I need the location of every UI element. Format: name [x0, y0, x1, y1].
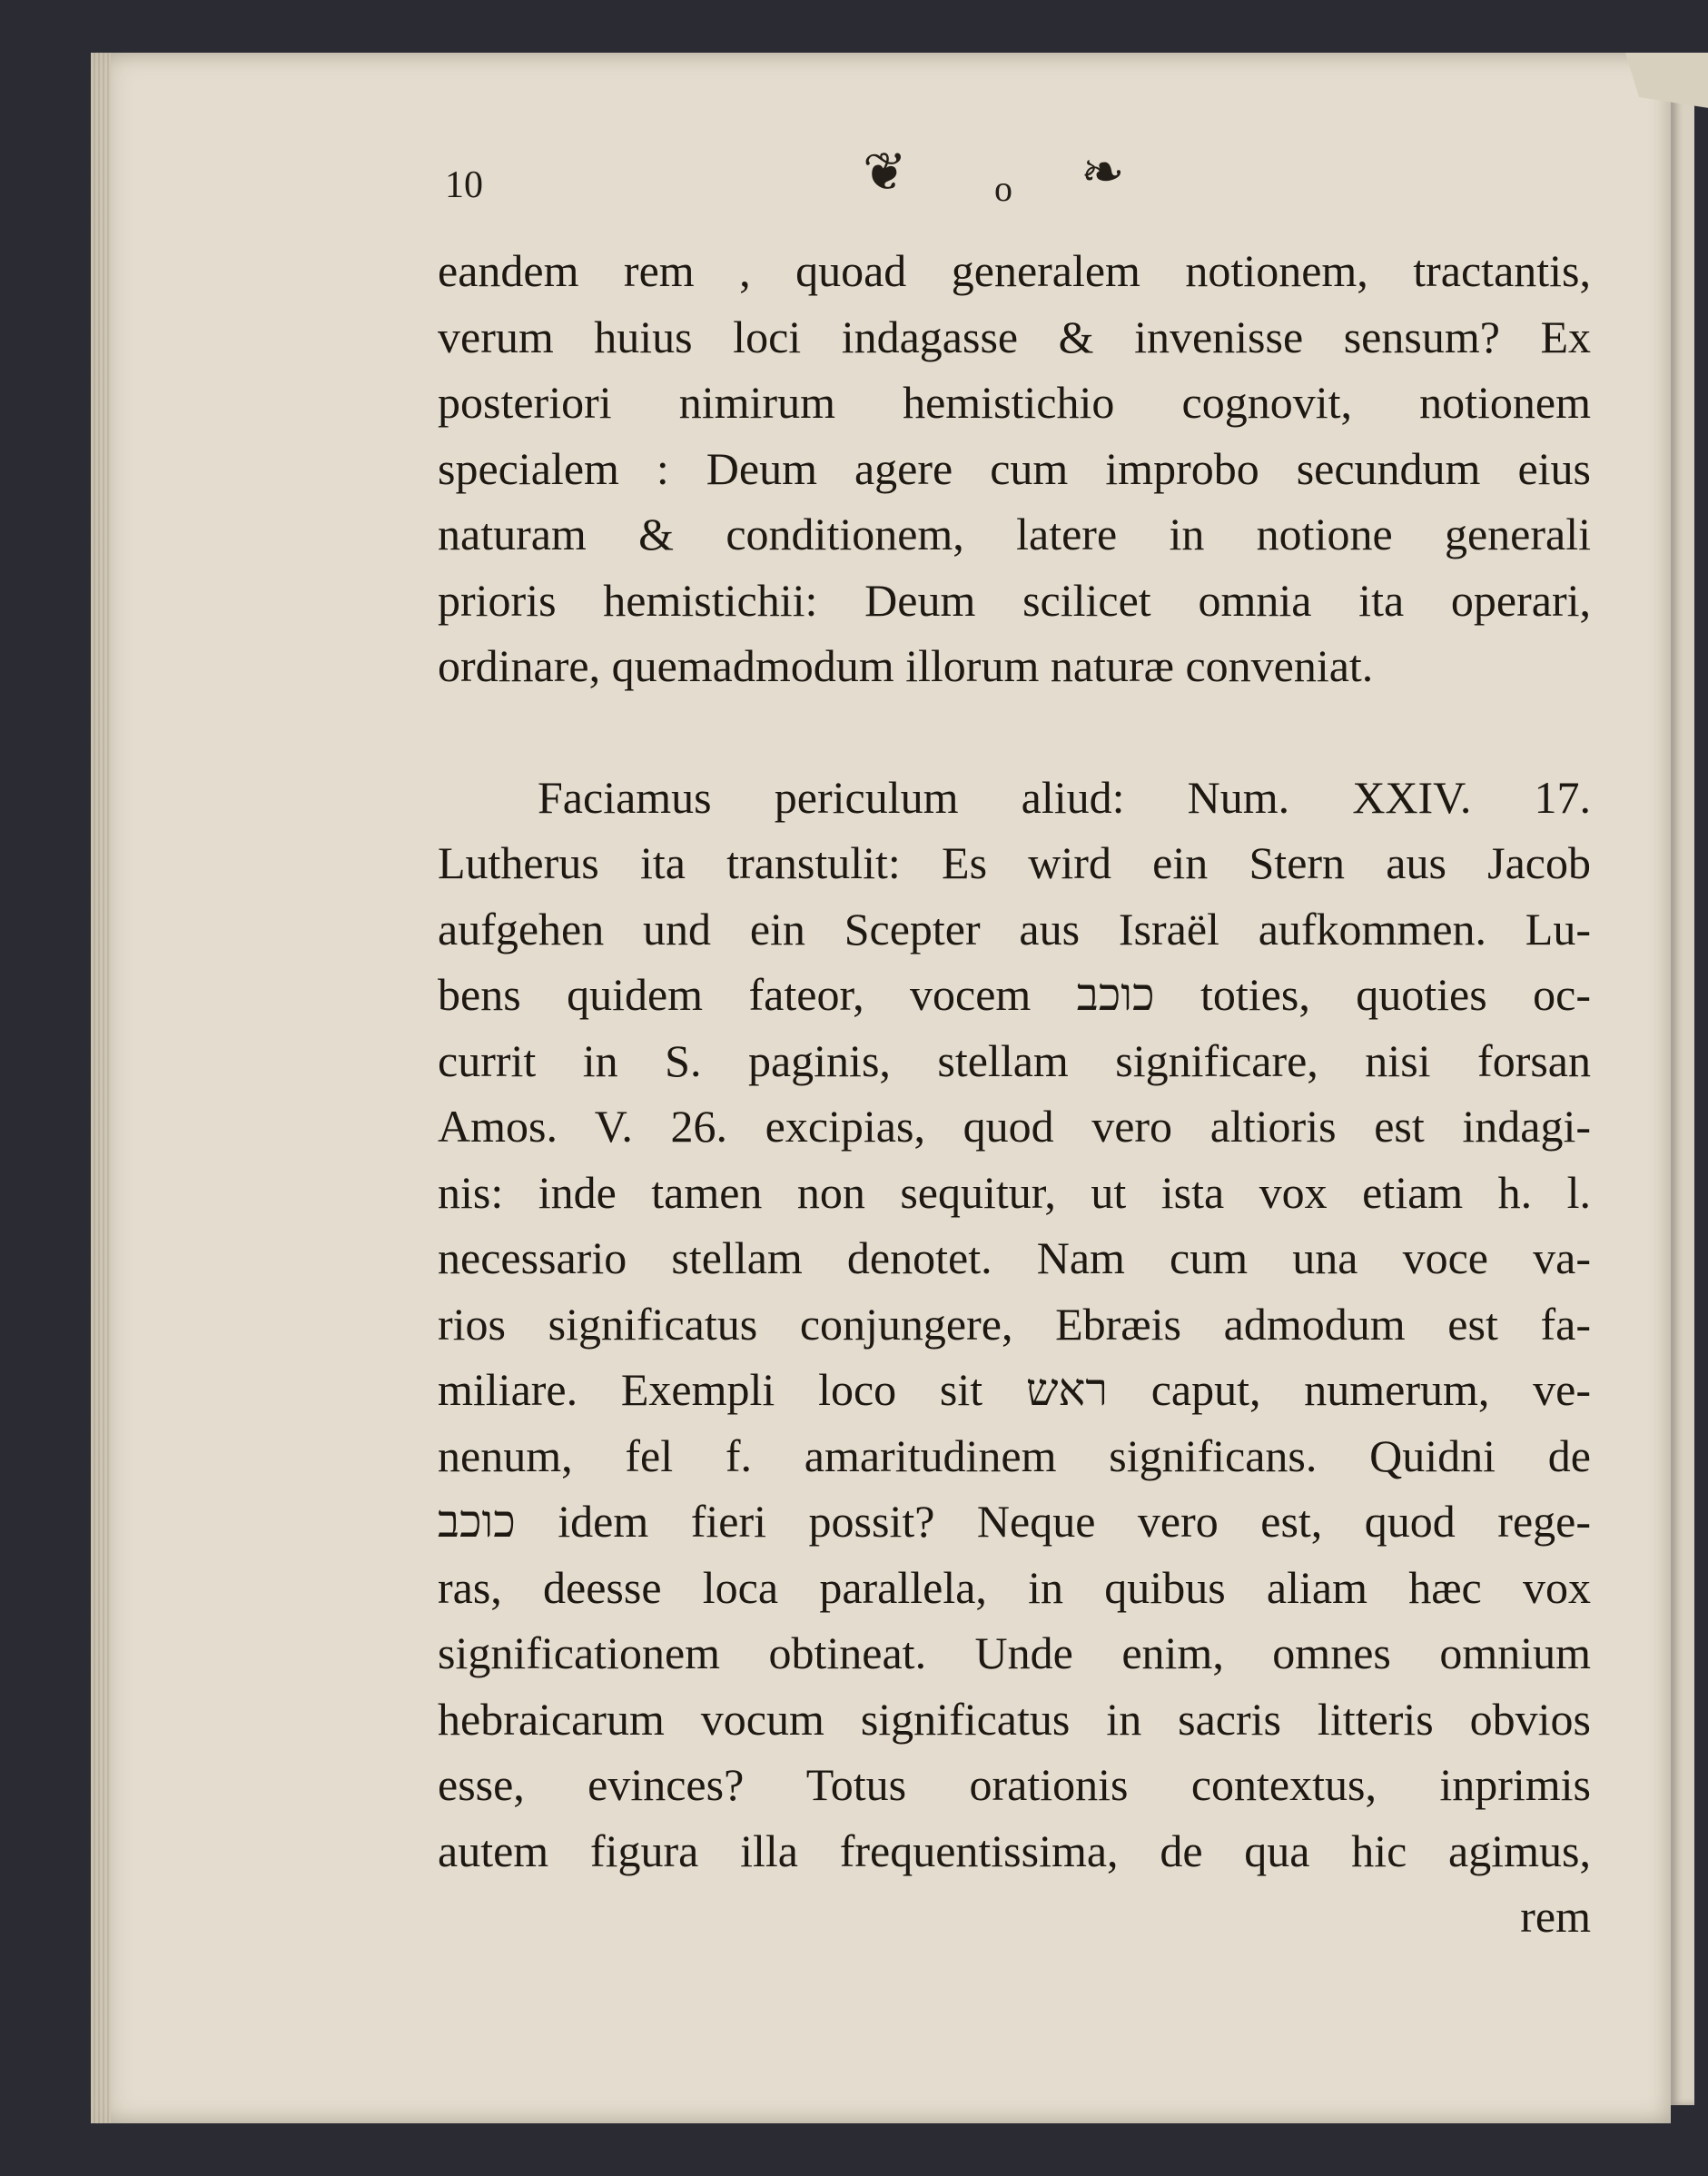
page-number: 10 — [445, 164, 483, 206]
text-line: esse, evinces? Totus orationis contextus, inprimis — [438, 1759, 1591, 1810]
text-line: Amos. V. 26. excipias, quod vero altioris est indagi- — [438, 1101, 1591, 1152]
text-line: ordinare, quemadmodum illorum naturæ conveniat. — [438, 640, 1374, 691]
text-line: significationem obtineat. Unde enim, omnes omnium — [438, 1627, 1591, 1678]
text-line: ras, deesse loca parallela, in quibus aliam hæc vox — [438, 1561, 1591, 1613]
body-text — [438, 238, 1591, 1950]
catchword: rem — [1520, 1891, 1591, 1942]
text-line: Faciamus periculum aliud: Num. XXIV. 17. — [538, 771, 1591, 823]
text-line: כוכב idem fieri possit? Neque vero est, quod rege- — [438, 1496, 1591, 1547]
text-line: eandem rem , quoad generalem notionem, tractantis, — [438, 245, 1591, 296]
paragraph-gap — [438, 699, 1591, 765]
text-line: nis: inde tamen non sequitur, ut ista vox etiam h. l. — [438, 1166, 1591, 1218]
running-header — [445, 136, 1190, 236]
text-line: currit in S. paginis, stellam significare, nisi forsan — [438, 1034, 1591, 1086]
text-line: aufgehen und ein Scepter aus Israël aufkommen. Lu- — [438, 903, 1591, 954]
text-line: prioris hemistichii: Deum scilicet omnia ita operari, — [438, 574, 1591, 626]
next-page-edge — [1671, 71, 1694, 2105]
text-line: naturam & conditionem, latere in notione generali — [438, 509, 1591, 559]
text-line: hebraicarum vocum significatus in sacris litteris obvios — [438, 1693, 1591, 1745]
text-line: specialem : Deum agere cum improbo secundum eius — [438, 442, 1591, 494]
text-line: necessario stellam denotet. Nam cum una voce va- — [438, 1232, 1591, 1283]
page-gutter — [91, 53, 111, 2123]
text-line: autem figura illa frequentissima, de qua hic agimus, — [438, 1825, 1591, 1876]
left-fleuron-icon: ❦ — [863, 141, 907, 203]
text-line: rios significatus conjungere, Ebræis admodum est fa- — [438, 1298, 1591, 1350]
torn-paper-corner — [1625, 53, 1708, 116]
header-center-mark: o — [994, 168, 1012, 209]
text-line: miliare. Exempli loco sit ראש caput, numerum, ve- — [438, 1364, 1591, 1415]
text-line: verum huius loci indagasse & invenisse sensum? Ex — [438, 311, 1591, 362]
text-line: nenum, fel f. amaritudinem significans. Quidni de — [438, 1429, 1591, 1481]
right-fleuron-icon: ❧ — [1081, 141, 1125, 203]
text-line: bens quidem fateor, vocem כוכב toties, quoties oc- — [438, 969, 1591, 1020]
text-line: posteriori nimirum hemistichio cognovit, notionem — [438, 377, 1591, 428]
text-line: Lutherus ita transtulit: Es wird ein Stern aus Jacob — [438, 837, 1591, 888]
